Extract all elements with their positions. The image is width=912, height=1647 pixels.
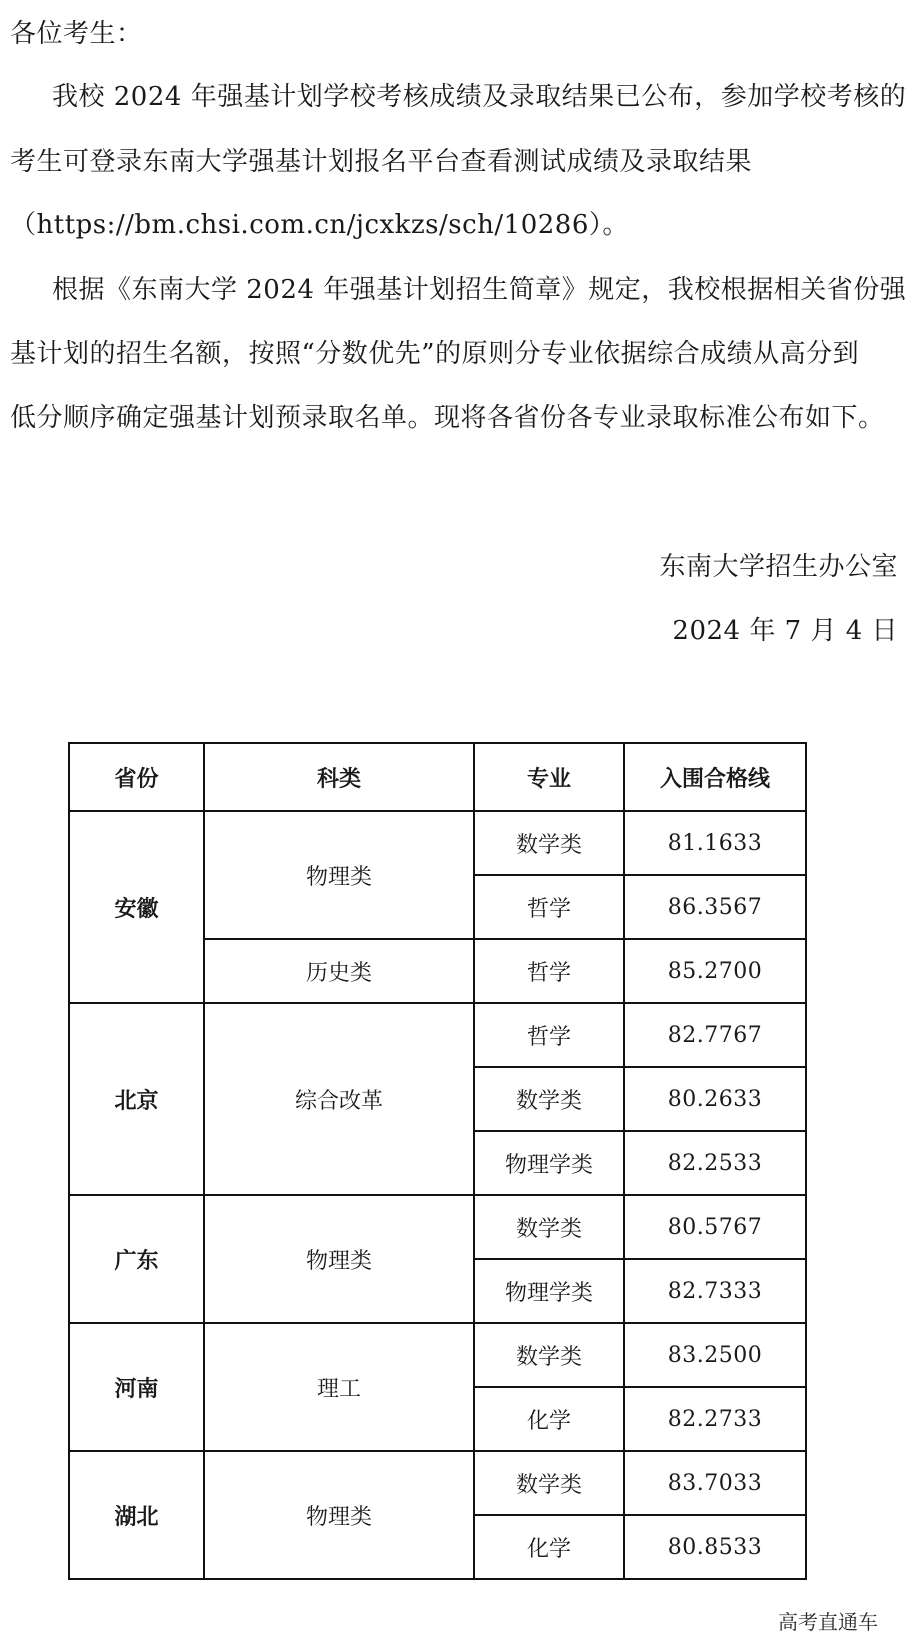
category-cell: 物理类 [204,1195,474,1323]
category-cell: 历史类 [204,939,474,1003]
paragraph1-line3: （https://bm.chsi.com.cn/jcxkzs/sch/10286）。 [10,210,629,240]
province-cell: 湖北 [69,1451,204,1579]
table-header-row [69,743,806,811]
province-cell: 安徽 [69,811,204,1003]
category-cell: 综合改革 [204,1003,474,1195]
paragraph1-line2: 考生可登录东南大学强基计划报名平台查看测试成绩及录取结果 [10,147,753,177]
table-row [69,1323,806,1387]
paragraph1-line1: 我校 2024 年强基计划学校考核成绩及录取结果已公布，参加学校考核的 [52,82,907,112]
province-cell: 北京 [69,1003,204,1195]
table-row [69,1451,806,1515]
major-cell: 数学类 [474,811,624,875]
table-row [69,1195,806,1259]
score-cell: 82.7333 [624,1259,806,1323]
province-cell: 广东 [69,1195,204,1323]
score-cell: 80.5767 [624,1195,806,1259]
greeting: 各位考生： [10,19,143,49]
score-cell: 83.7033 [624,1451,806,1515]
paragraph2-line2: 基计划的招生名额，按照“分数优先”的原则分专业依据综合成绩从高分到 [10,339,860,369]
score-cell: 82.7767 [624,1003,806,1067]
province-cell: 河南 [69,1323,204,1451]
paragraph2-line1: 根据《东南大学 2024 年强基计划招生简章》规定，我校根据相关省份强 [52,275,907,305]
major-cell: 化学 [474,1515,624,1579]
score-cell: 85.2700 [624,939,806,1003]
major-cell: 哲学 [474,1003,624,1067]
major-cell: 哲学 [474,939,624,1003]
major-cell: 数学类 [474,1323,624,1387]
signature: 东南大学招生办公室 [659,552,898,582]
header-major: 专业 [474,743,624,811]
major-cell: 化学 [474,1387,624,1451]
major-cell: 数学类 [474,1067,624,1131]
table-row [69,1003,806,1067]
category-cell: 理工 [204,1323,474,1451]
major-cell: 数学类 [474,1451,624,1515]
score-cell: 80.2633 [624,1067,806,1131]
score-cell: 82.2733 [624,1387,806,1451]
paragraph2-line3: 低分顺序确定强基计划预录取名单。现将各省份各专业录取标准公布如下。 [10,403,885,433]
score-cell: 86.3567 [624,875,806,939]
header-score: 入围合格线 [624,743,806,811]
admission-table [68,742,807,1580]
category-cell: 物理类 [204,811,474,939]
major-cell: 物理学类 [474,1131,624,1195]
category-cell: 物理类 [204,1451,474,1579]
header-province: 省份 [69,743,204,811]
score-cell: 80.8533 [624,1515,806,1579]
header-category: 科类 [204,743,474,811]
date: 2024 年 7 月 4 日 [672,616,898,646]
major-cell: 物理学类 [474,1259,624,1323]
major-cell: 哲学 [474,875,624,939]
score-cell: 81.1633 [624,811,806,875]
major-cell: 数学类 [474,1195,624,1259]
score-cell: 82.2533 [624,1131,806,1195]
score-cell: 83.2500 [624,1323,806,1387]
table-row [69,811,806,875]
watermark: 高考直通车 [774,1604,882,1637]
